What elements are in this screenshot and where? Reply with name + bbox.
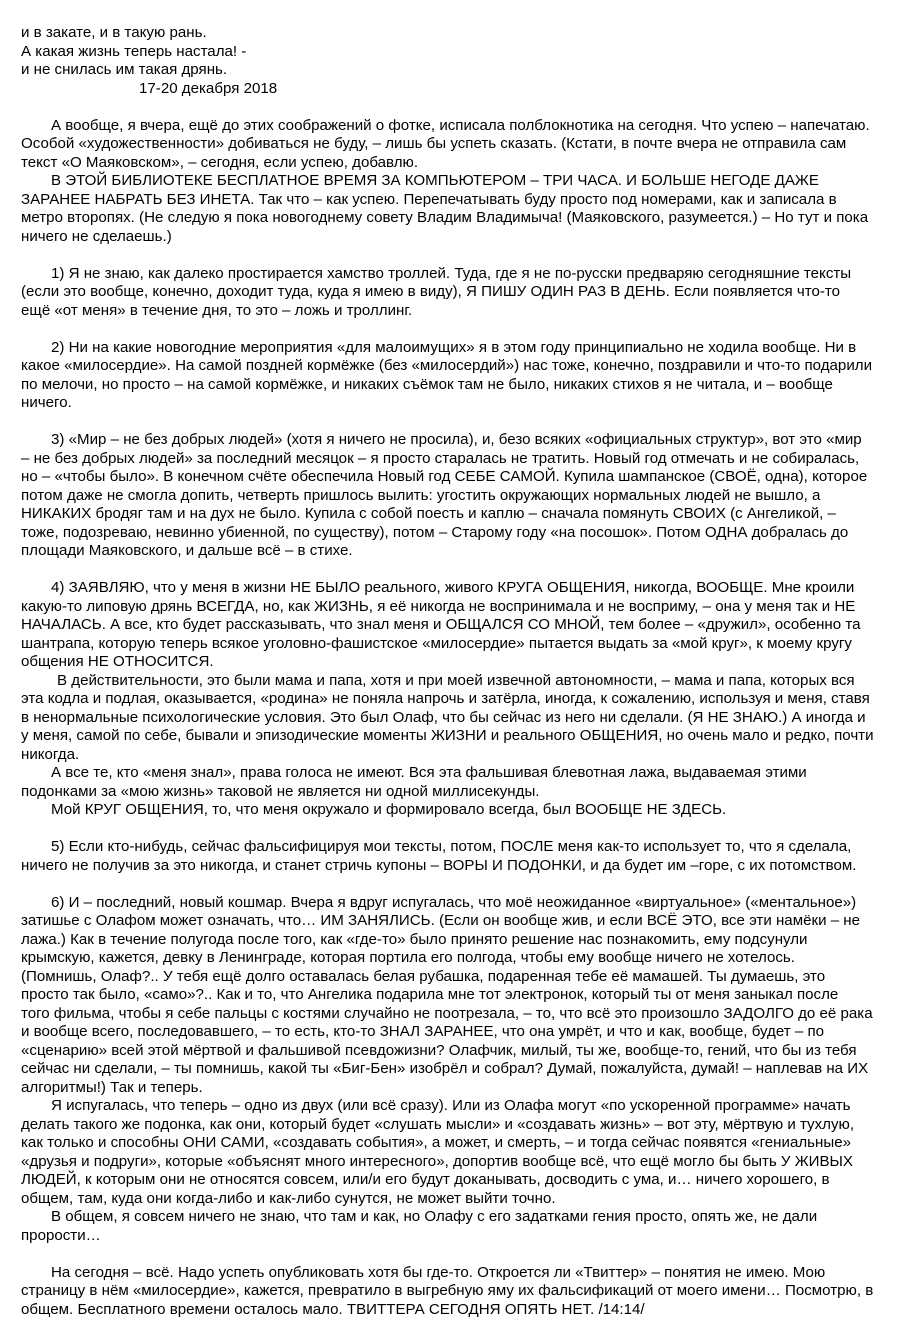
text-line: 2) Ни на какие новогодние мероприятия «для малоимущих» я в этом году принципиально не ходила вообще. Ни в — [21, 339, 883, 358]
text-line: площади Маяковского, и дальше всё – в стихе. — [21, 542, 883, 561]
blank-line — [21, 413, 883, 432]
text-line: (Помнишь, Олаф?.. У тебя ещё долго оставалась белая рубашка, подаренная тебе её мамашей. Ты думаешь, это — [21, 968, 883, 987]
text-line: В общем, я совсем ничего не знаю, что там и как, но Олафу с его задатками гения просто, опять же, не дали — [21, 1208, 883, 1227]
text-line: 1) Я не знаю, как далеко простирается хамство троллей. Туда, где я не по-русски предваряю сегодняшние тексты — [21, 265, 883, 284]
text-line: прорости… — [21, 1227, 883, 1246]
text-line: шантрапа, которую теперь всякое уголовно-фашистское «милосердие» пытается выдать за «мой круг», к моему кругу — [21, 635, 883, 654]
text-line: Я испугалась, что теперь – одно из двух (или всё сразу). Или из Олафа могут «по ускоренной программе» начать — [21, 1097, 883, 1116]
text-line: в ненормальные психологические условия. Это был Олаф, что бы сейчас из него ни сделали. (Я НЕ ЗНАЮ.) А иногда и — [21, 709, 883, 728]
text-line: лажа.) Как в течение полугода после того, как «где-то» было принято решение нас познакомить, ему подсунули — [21, 931, 883, 950]
text-line: (если это вообще, конечно, доходит туда, куда я имею в виду), Я ПИШУ ОДИН РАЗ В ДЕНЬ. Если появляется что-то — [21, 283, 883, 302]
text-line: ЗАРАНЕЕ НАБРАТЬ БЕЗ ИНЕТА. Так что – как успею. Перепечатывать буду просто под номерами, как и записала в — [21, 191, 883, 210]
text-line: ещё «от меня» в течение дня, то это – ложь и троллинг. — [21, 302, 883, 321]
text-line: 5) Если кто-нибудь, сейчас фальсифицируя мои тексты, потом, ПОСЛЕ меня как-то использует то, что я сделала, — [21, 838, 883, 857]
text-line: ЛЮДЕЙ, к которым они не относятся совсем, или/и его будут доканывать, досводить с ума, и… ничего хорошего, в — [21, 1171, 883, 1190]
text-line: у меня, самой по себе, бывали и эпизодические моменты ЖИЗНИ и реального ОБЩЕНИЯ, но очень мало и редко, почти — [21, 727, 883, 746]
text-line: какое «милосердие». На самой поздней кормёжке (без «милосердий») нас тоже, конечно, поздравили и что-то подарили — [21, 357, 883, 376]
text-line: 6) И – последний, новый кошмар. Вчера я вдруг испугалась, что моё неожиданное «виртуальное» («ментальное») — [21, 894, 883, 913]
text-line: эта кодла и подлая, оказывается, «родина» не поняла напрочь и затёрла, иногда, к сожалению, используя и меня, ставя — [21, 690, 883, 709]
text-line: На сегодня – всё. Надо успеть опубликовать хотя бы где-то. Откроется ли «Твиттер» – понятия не имею. Мою — [21, 1264, 883, 1283]
document-text — [21, 24, 883, 1319]
text-line: «сценарию» всей этой мёртвой и фальшивой псевдожизни? Олафчик, милый, ты же, вообще-то, гений, что бы из тебя — [21, 1042, 883, 1061]
text-line: как только и способны ОНИ САМИ, «создавать события», а может, и смерть, – и тогда сейчас появятся «гениальные» — [21, 1134, 883, 1153]
blank-line — [21, 98, 883, 117]
blank-line — [21, 246, 883, 265]
text-line: какую-то липовую дрянь ВСЕГДА, но, как ЖИЗНЬ, я её никогда не воспринимала и не восприму, – она у меня так и НЕ — [21, 598, 883, 617]
text-line: потом даже не смогла допить, четверть пришлось вылить: угостить окружающих нормальных людей не вышло, а — [21, 487, 883, 506]
text-line: и вообще всего, последовавшего, – то есть, кто-то ЗНАЛ ЗАРАНЕЕ, что она умрёт, и что и как, вообще, будет – по — [21, 1023, 883, 1042]
text-line: того фильма, чтобы я себе пальцы с костями случайно не поотрезала, – то, что всё это произошло ЗАДОЛГО до её рака — [21, 1005, 883, 1024]
blank-line — [21, 820, 883, 839]
text-line: НАЧАЛАСЬ. А все, кто будет рассказывать, что знал меня и ОБЩАЛСЯ СО МНОЙ, тем более – «дружил», особенно та — [21, 616, 883, 635]
text-line: крымскую, кажется, девку в Ленинграде, которая портила его полгода, чтобы ему вообще ничего не хотелось. — [21, 949, 883, 968]
text-line: ничего не получив за это никогда, и станет стричь купоны – ВОРЫ И ПОДОНКИ, и да будет им –горе, с их потомством. — [21, 857, 883, 876]
text-line: подонками за «мою жизнь» таковой не является ни одной миллисекунды. — [21, 783, 883, 802]
text-line: по мелочи, но просто – на самой кормёжке, и никаких съёмок там не было, никаких стихов я не читала, и – вообще — [21, 376, 883, 395]
text-line: тоже, подозреваю, невинно убиенной, по существу), потом – Старому году «на посошок». Потом ОДНА добралась до — [21, 524, 883, 543]
blank-line — [21, 1245, 883, 1264]
text-line: и не снилась им такая дрянь. — [21, 61, 883, 80]
text-line: и в закате, и в такую рань. — [21, 24, 883, 43]
blank-line — [21, 875, 883, 894]
text-line: – не без добрых людей» за последний месяцок – я просто старалась не тратить. Новый год отмечать и не собиралась, — [21, 450, 883, 469]
text-line: Мой КРУГ ОБЩЕНИЯ, то, что меня окружало и формировало всегда, был ВООБЩЕ НЕ ЗДЕСЬ. — [21, 801, 883, 820]
text-line: просто так было, «само»?.. Как и то, что Ангелика подарила мне тот электронок, который ты от меня заныкал после — [21, 986, 883, 1005]
text-line: НИКАКИХ бродяг там и на дух не было. Купила с собой поесть и каплю – сначала помянуть СВОИХ (с Ангеликой, – — [21, 505, 883, 524]
text-line: А какая жизнь теперь настала! - — [21, 43, 883, 62]
date-line: 17-20 декабря 2018 — [21, 80, 883, 99]
text-line: «друзья и подруги», которые «объяснят много интересного», допортив вообще всё, что ещё могло бы быть У ЖИВЫХ — [21, 1153, 883, 1172]
blank-line — [21, 561, 883, 580]
text-line: В ЭТОЙ БИБЛИОТЕКЕ БЕСПЛАТНОЕ ВРЕМЯ ЗА КОМПЬЮТЕРОМ – ТРИ ЧАСА. И БОЛЬШЕ НЕГОДЕ ДАЖЕ — [21, 172, 883, 191]
text-line: метро второпях. (Не следую я пока новогоднему совету Владим Владимыча! (Маяковского, разумеется.) – Но тут и пока — [21, 209, 883, 228]
text-line: никогда. — [21, 746, 883, 765]
text-line: затишье с Олафом может означать, что… ИМ ЗАНЯЛИСЬ. (Если он вообще жив, и если ВСЁ ЭТО, все эти намёки – не — [21, 912, 883, 931]
blank-line — [21, 320, 883, 339]
text-line: А вообще, я вчера, ещё до этих соображений о фотке, исписала полблокнотика на сегодня. Что успею – напечатаю. — [21, 117, 883, 136]
text-line: ничего не сделаешь.) — [21, 228, 883, 247]
text-line: 3) «Мир – не без добрых людей» (хотя я ничего не просила), и, безо всяких «официальных структур», вот это «мир — [21, 431, 883, 450]
text-line: 4) ЗАЯВЛЯЮ, что у меня в жизни НЕ БЫЛО реального, живого КРУГА ОБЩЕНИЯ, никогда, ВООБЩЕ. Мне кроили — [21, 579, 883, 598]
text-line: В действительности, это были мама и папа, хотя и при моей извечной автономности, – мама и папа, которых вся — [21, 672, 883, 691]
text-line: но – «чтобы было». В конечном счёте обеспечила Новый год СЕБЕ САМОЙ. Купила шампанское (СВОЁ, одна), которое — [21, 468, 883, 487]
text-line: Особой «художественности» добиваться не буду, – лишь бы успеть сказать. (Кстати, в почте вчера не отправила сам — [21, 135, 883, 154]
text-line: общем, там, куда они когда-либо и как-либо сунутся, не может выйти точно. — [21, 1190, 883, 1209]
text-line: общем. Бесплатного времени осталось мало. ТВИТТЕРА СЕГОДНЯ ОПЯТЬ НЕТ. /14:14/ — [21, 1301, 883, 1319]
text-line: алгоритмы!) Так и теперь. — [21, 1079, 883, 1098]
text-line: сейчас ни сделали, – ты помнишь, какой ты «Биг-Бен» изобрёл и собрал? Думай, пожалуйста, думай! – наплевав на ИХ — [21, 1060, 883, 1079]
text-line: общения НЕ ОТНОСИТСЯ. — [21, 653, 883, 672]
text-line: делать такого же подонка, как они, который будет «слушать мысли» и «создавать жизнь» – вот эту, мёртвую и тухлую, — [21, 1116, 883, 1135]
text-line: ничего. — [21, 394, 883, 413]
text-line: текст «О Маяковском», – сегодня, если успею, добавлю. — [21, 154, 883, 173]
text-line: А все те, кто «меня знал», права голоса не имеют. Вся эта фальшивая блевотная лажа, выдаваемая этими — [21, 764, 883, 783]
text-line: страницу в нём «милосердие», кажется, превратило в выгребную яму их фальсификаций от моего имени… Посмотрю, в — [21, 1282, 883, 1301]
